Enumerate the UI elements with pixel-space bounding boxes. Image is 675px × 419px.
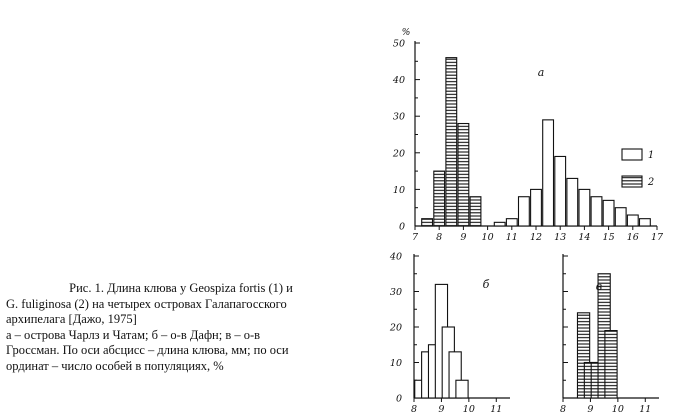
histogram-bar xyxy=(543,120,554,226)
y-tick-label: 10 xyxy=(392,184,405,196)
panel-letter: а xyxy=(537,66,545,79)
y-tick-label: 0 xyxy=(395,393,402,405)
histogram-bar xyxy=(422,219,433,226)
x-tick-label: 17 xyxy=(650,232,664,243)
caption-line: Гроссман. По оси абсцисс – длина клюва, мм; по оси xyxy=(6,343,289,357)
caption-line: Рис. 1. Длина клюва у Geospiza fortis (1) и xyxy=(69,281,293,295)
histogram-bar xyxy=(456,380,468,398)
histogram-bar xyxy=(531,189,542,226)
y-tick-label: 40 xyxy=(389,251,402,263)
histogram-bar xyxy=(605,331,617,398)
histogram-bar xyxy=(603,200,614,226)
x-tick-label: 16 xyxy=(626,232,639,243)
x-tick-label: 7 xyxy=(411,232,419,243)
histogram-bar xyxy=(519,197,530,226)
y-tick-label: 50 xyxy=(392,38,405,50)
legend-label: 2 xyxy=(647,177,655,188)
histogram-bar xyxy=(579,189,590,226)
y-tick-label: 30 xyxy=(389,287,402,298)
x-tick-label: 9 xyxy=(587,404,594,415)
histogram-bar xyxy=(470,197,481,226)
histogram-bar xyxy=(434,171,445,226)
x-tick-label: 11 xyxy=(490,404,503,415)
y-tick-label: 40 xyxy=(392,75,405,87)
y-tick-label: 20 xyxy=(389,322,402,334)
histogram-bar xyxy=(494,222,505,226)
histogram-bar xyxy=(446,58,457,226)
x-tick-label: 14 xyxy=(578,232,591,243)
x-tick-label: 15 xyxy=(602,232,615,243)
histogram-bar xyxy=(591,197,602,226)
x-tick-label: 11 xyxy=(505,232,518,243)
y-tick-label: 30 xyxy=(392,111,405,123)
caption-line: а – острова Чарлз и Чатам; б – о-в Дафн; в – о-в xyxy=(6,327,261,342)
y-tick-label: 10 xyxy=(389,358,402,369)
x-tick-label: 10 xyxy=(462,404,475,415)
y-tick-label: 20 xyxy=(392,148,405,160)
x-tick-label: 9 xyxy=(460,232,467,243)
caption-line: G. fuliginosa (2) на четырех островах Галапагосского xyxy=(6,296,287,311)
histogram-bar xyxy=(555,156,566,226)
x-tick-label: 8 xyxy=(559,404,567,415)
histogram-bar xyxy=(627,215,638,226)
legend-swatch xyxy=(622,176,642,187)
legend-label: 1 xyxy=(647,150,655,161)
histogram-bar xyxy=(506,219,517,226)
caption-line: ординат – число особей в популяциях, % xyxy=(6,358,224,373)
x-tick-label: 8 xyxy=(410,404,418,415)
x-tick-label: 13 xyxy=(554,232,567,243)
panel-letter: в xyxy=(595,280,603,293)
y-unit-label: % xyxy=(401,28,411,38)
x-tick-label: 8 xyxy=(436,232,443,243)
histogram-bar xyxy=(458,124,469,226)
legend-swatch xyxy=(622,149,642,160)
histogram-bar xyxy=(615,208,626,226)
panel-letter: б xyxy=(482,278,490,291)
x-tick-label: 10 xyxy=(611,404,624,415)
histogram-bar xyxy=(567,178,578,226)
y-tick-label: 0 xyxy=(398,221,405,233)
x-tick-label: 12 xyxy=(529,232,543,243)
histogram-bar xyxy=(640,219,651,226)
caption-line: архипелага [Дажо, 1975] xyxy=(6,312,137,326)
x-tick-label: 11 xyxy=(639,404,652,415)
x-tick-label: 9 xyxy=(438,404,445,415)
x-tick-label: 10 xyxy=(481,232,494,243)
